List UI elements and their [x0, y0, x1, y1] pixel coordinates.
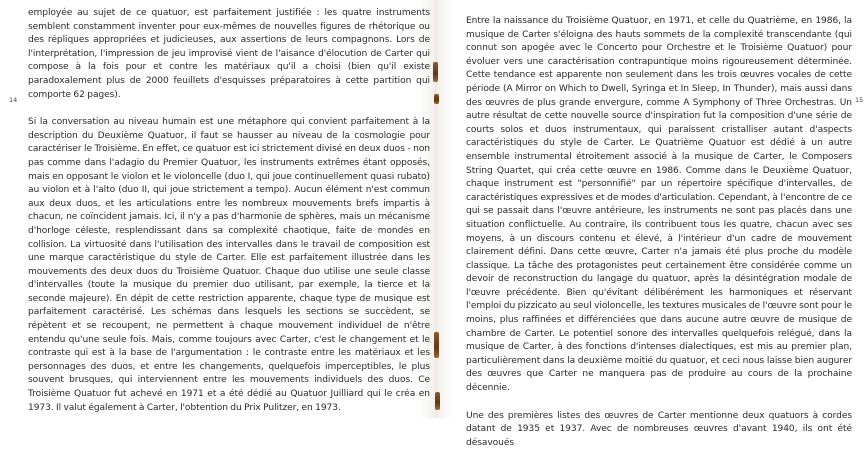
left-page-number: 14	[9, 96, 18, 104]
right-paragraph-2: Une des premières listes des œuvres de Carter mentionne deux quatuors à cordes datant de 1935 et 1937. Avec de nombreuses œuvres d'avant 1940, ils ont été désavoués	[466, 410, 852, 448]
binding-mark	[434, 332, 439, 358]
right-paragraph-1: Entre la naissance du Troisième Quatuor, en 1971, et celle du Quatrième, en 1986, la musique de Carter s'éloigna des hauts sommets de la complexité transcendante (qui connut son apogée avec le Concerto pour Orchestre et le Troisième Quatuor) pour évoluer vers une caractérisation contrapuntique moins rigoureusement déterminée. Cette tendance est apparente non seulement dans les trois œuvres vocales de cette période (A Mirror on Which to Dwell, Syringa et In Sleep, In Thunder), mais aussi dans des œuvres de plus grande envergure, comme A Symphony of Three Orchestras. Un autre résultat de cette nouvelle source d'inspiration fut la composition d'une série de courts solos et duos instrumentaux, qui paraissent cristalliser autant d'aspects caractéristiques du style de Carter. Le Quatrième Quatuor est dédié à un autre ensemble instrumental étroitement associé à la musique de Carter, le Composers String Quartet, qui créa cette œuvre en 1986. Comme dans le Deuxième Quatuor, chaque instrument est "personnifié" par un répertoire spécifique d'intervalles, de caractéristiques expressives et de modes d'articulation. Cependant, à l'encontre de ce qui se passait dans l'œuvre antérieure, les instruments ne sont pas placés dans une situation conflictuelle. Au contraire, ils contribuent tous les quatre, chacun avec ses moyens, à un discours contenu et élevé, à l'intérieur d'un cadre de mouvement clairement défini. Dans cette œuvre, Carter n'a jamais été plus proche du modèle classique. La tâche des protagonistes peut certainement être considérée comme un devoir de reconstruction du langage du quatuor, après la désintégration modale de l'œuvre précédente. Bien qu'évitant délibérément les harmoniques et réservant l'emploi du pizzicato au seul violoncelle, les textures musicales de l'œuvre sont pour le moins, plus raffinées et différenciées que dans aucune autre œuvre de musique de chambre de Carter. Le potentiel sonore des intervalles quelquefois relégué, dans la musique de Carter, à des fonctions d'intenses dialectiques, est mis au premier plan, particulièrement dans la deuxième moitié du quatuor, et ceci nous laisse bien augurer des œuvres que Carter ne manquera pas de produire au cours de la prochaine décennie.	[466, 16, 852, 394]
left-page	[28, 0, 430, 418]
binding-mark	[435, 392, 440, 410]
right-page-number: 15	[855, 96, 864, 104]
right-page	[466, 0, 852, 448]
left-paragraph-1: employée au sujet de ce quatuor, est parfaitement justifiée : les quatre instruments semblent constamment inventer pour eux-mêmes de nouvelles figures de rhétorique ou des répliques appropriées et judicieuses, aux assertions de leurs compagnons. Lors de l'interprétation, l'impression de jeu improvisé vient de l'aisance d'élocution de Carter qui compose à la fois pour et contre les matériaux qu'il a choisi (bien qu'il existe paradoxalement plus de 2000 feuillets d'esquisses préparatoires à cette partition qui comporte 62 pages).	[28, 8, 430, 100]
left-paragraph-2: Si la conversation au niveau humain est une métaphore qui convient parfaitement à la description du Deuxième Quatuor, il faut se hausser au niveau de la cosmologie pour caractériser le Troisième. En effet, ce quatuor est ici strictement divisé en deux duos - non pas comme dans l'adagio du Premier Quatuor, les instruments extrêmes étant opposés, mais en opposant le violon et le violoncelle (duo I, qui joue continuellement quasi rubato) au violon et à l'alto (duo II, qui joue strictement a tempo). Aucun élément n'est commun aux deux duos, et les articulations entre les nombreux mouvements brefs impartis à chacun, ne coïncident jamais. Ici, il n'y a pas d'harmonie de sphères, mais un mécanisme d'horloge céleste, resplendissant dans sa complexité chaotique, faite de mondes en collision. La virtuosité dans l'utilisation des intervalles dans le travail de composition est une marque caractéristique du style de Carter. Elle est parfaitement illustrée dans les mouvements des deux duos du Troisième Quatuor. Chaque duo utilise une seule classe d'intervalles (toute la musique du premier duo utilisant, par exemple, la tierce et la seconde majeure). En dépit de cette restriction apparente, chaque type de musique est parfaitement caractérisé. Les schémas dans lesquels les sections se succèdent, se répètent et se recoupent, ne permettent à chaque mouvement individuel de n'être entendu qu'une seule fois. Mais, comme toujours avec Carter, c'est le changement et le contraste qui est à la base de l'argumentation : le contraste entre les matériaux et les personnages des duos, et entre les changements, quelquefois imperceptibles, le plus souvent brusques, qui interviennent entre les mouvements individuels des duos. Ce Troisième Quatuor fut achevé en 1971 et a été dédié au Quatuor Juilliard qui le créa en 1973. Il valut également à Carter, l'obtention du Prix Pulitzer, en 1973.	[28, 117, 430, 413]
binding-mark	[433, 62, 438, 82]
binding-mark	[434, 94, 439, 104]
